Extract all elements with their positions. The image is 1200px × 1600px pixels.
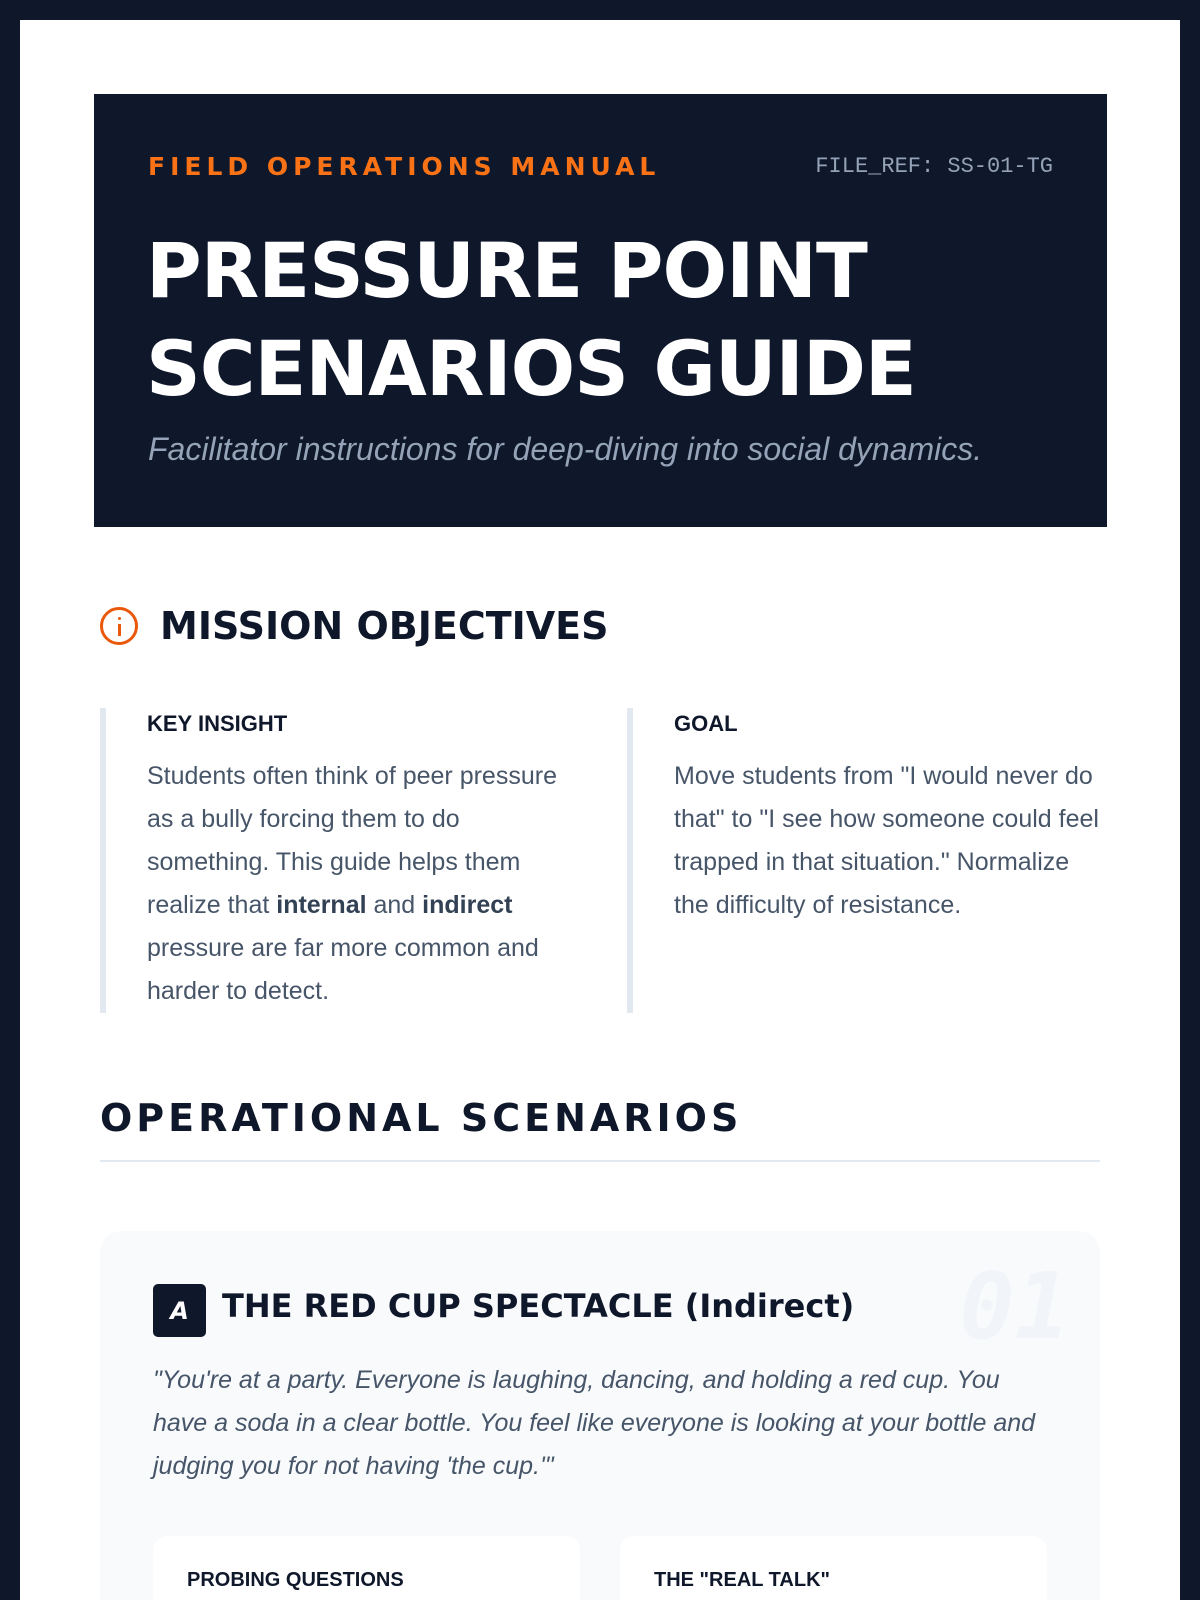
section-divider bbox=[100, 1160, 1100, 1162]
real-talk-label: THE "REAL TALK" bbox=[654, 1569, 830, 1591]
goal-block bbox=[627, 708, 1107, 1013]
key-insight-label: KEY INSIGHT bbox=[147, 711, 288, 736]
scenario-badge: A bbox=[153, 1284, 206, 1337]
key-insight-text-part-1: Students often think of peer pressure as a bully forcing them to do something. This guide helps them realize that bbox=[147, 762, 557, 919]
info-icon bbox=[100, 607, 138, 645]
key-insight-text-part-3: pressure are far more common and harder to detect. bbox=[147, 934, 539, 1005]
key-insight-block bbox=[100, 708, 575, 1013]
page bbox=[20, 20, 1180, 1600]
objectives-title: MISSION OBJECTIVES bbox=[160, 604, 609, 648]
scenarios-title: OPERATIONAL SCENARIOS bbox=[100, 1096, 743, 1140]
scenario-quote: "You're at a party. Everyone is laughing, dancing, and holding a red cup. You have a soda in a clear bottle. You feel like everyone is looking at your bottle and judging you for not having 'the cup.'" bbox=[153, 1366, 1036, 1480]
key-insight-bold-internal: internal bbox=[276, 891, 367, 919]
page-title-line-2: SCENARIOS GUIDE bbox=[146, 324, 916, 413]
page-title bbox=[146, 222, 1086, 418]
manual-kicker: FIELD OPERATIONS MANUAL bbox=[148, 152, 661, 181]
goal-text: Move students from "I would never do that" to "I see how someone could feel trapped in that situation." Normalize the difficulty of resistance. bbox=[674, 762, 1099, 919]
page-subtitle: Facilitator instructions for deep-diving into social dynamics. bbox=[148, 431, 983, 467]
real-talk-card bbox=[620, 1536, 1047, 1600]
key-insight-text-part-2: and bbox=[366, 891, 423, 919]
key-insight-bold-indirect: indirect bbox=[422, 891, 513, 919]
scenario-title: THE RED CUP SPECTACLE (Indirect) bbox=[222, 1287, 855, 1325]
goal-label: GOAL bbox=[674, 711, 738, 736]
objectives-heading bbox=[100, 604, 609, 648]
page-title-line-1: PRESSURE POINT bbox=[146, 226, 867, 315]
scenario-number: 01 bbox=[959, 1253, 1070, 1360]
hero-banner bbox=[94, 94, 1107, 527]
probing-questions-card bbox=[153, 1536, 580, 1600]
key-insight-text bbox=[147, 755, 575, 1013]
file-reference: FILE_REF: SS-01-TG bbox=[815, 154, 1053, 179]
scenario-card bbox=[100, 1231, 1100, 1600]
probing-questions-label: PROBING QUESTIONS bbox=[187, 1569, 404, 1591]
